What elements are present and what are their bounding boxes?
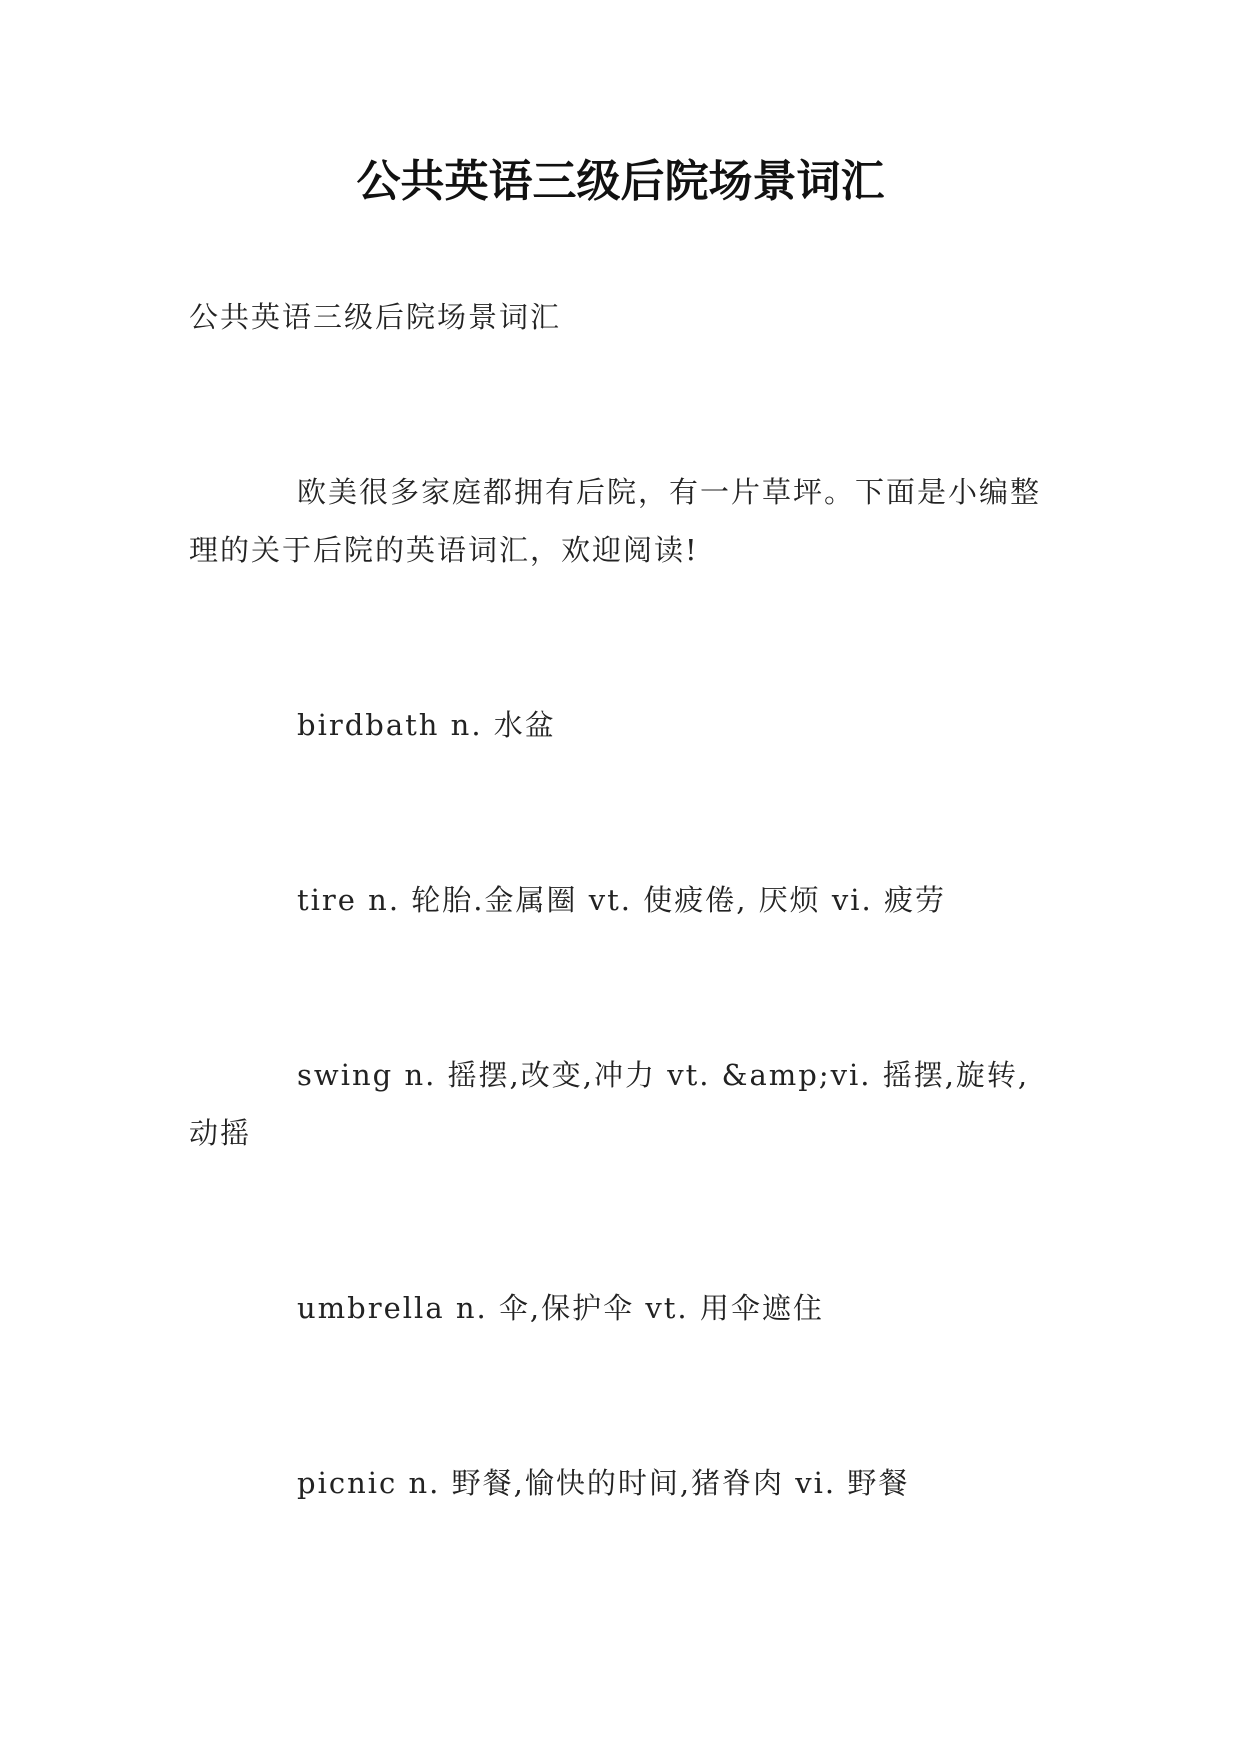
vocabulary-entry-birdbath: birdbath n. 水盆 xyxy=(297,708,556,742)
vocabulary-entry-tire: tire n. 轮胎.金属圈 vt. 使疲倦, 厌烦 vi. 疲劳 xyxy=(297,883,946,917)
subtitle-paragraph: 公共英语三级后院场景词汇 xyxy=(189,300,562,334)
vocabulary-entry-picnic: picnic n. 野餐,愉快的时间,猪脊肉 vi. 野餐 xyxy=(297,1466,910,1500)
vocabulary-entry-umbrella: umbrella n. 伞,保护伞 vt. 用伞遮住 xyxy=(297,1291,824,1325)
intro-paragraph: 欧美很多家庭都拥有后院，有一片草坪。下面是小编整理的关于后院的英语词汇，欢迎阅读! xyxy=(189,475,1042,567)
page-title: 公共英语三级后院场景词汇 xyxy=(356,156,885,207)
vocabulary-entry-swing: swing n. 摇摆,改变,冲力 vt. &amp;vi. 摇摆,旋转,动摇 xyxy=(189,1058,1030,1150)
